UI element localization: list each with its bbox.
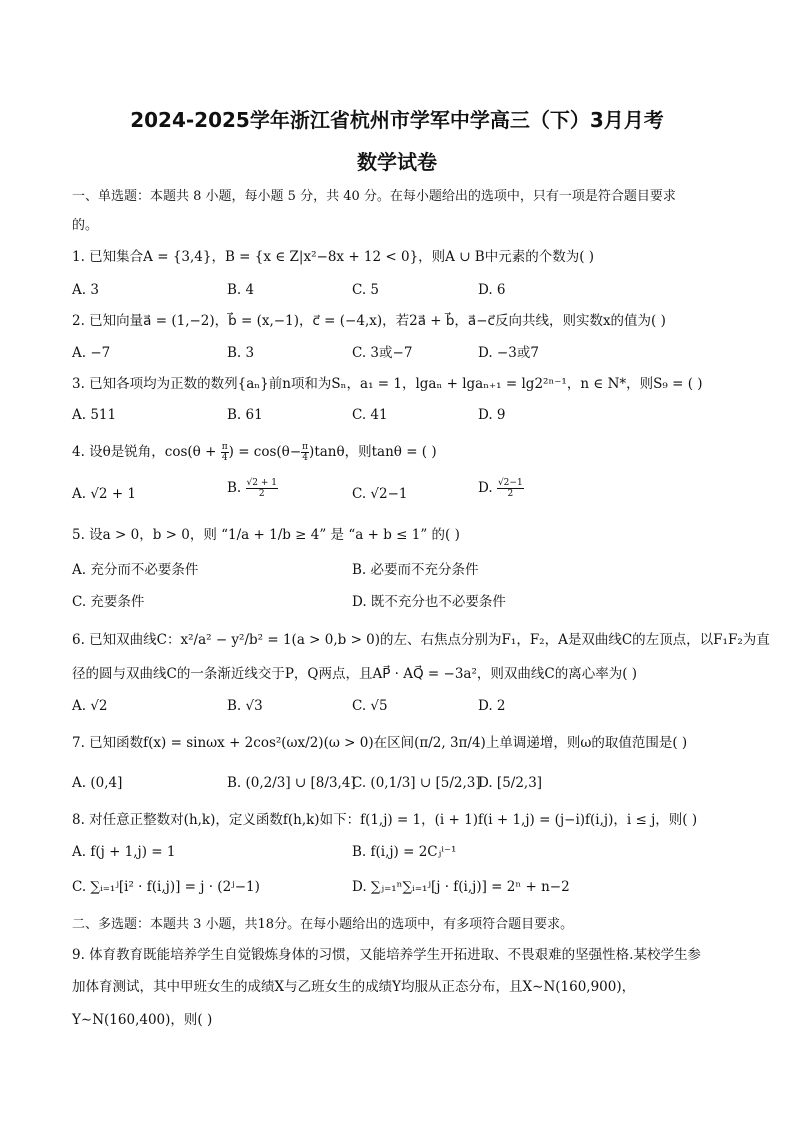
section-single-header: 一、单选题：本题共 8 小题，每小题 5 分，共 40 分。在每小题给出的选项中，只有一项是符合题目要求 <box>72 189 676 204</box>
question-6-option-b: B. √3 <box>227 698 263 714</box>
question-1-option-d: D. 6 <box>478 282 506 298</box>
question-7-option-c: C. (0,1/3] ∪ [5/2,3] <box>352 775 481 791</box>
question-5-option-c: C. 充要条件 <box>72 594 145 610</box>
question-5-option-a: A. 充分而不必要条件 <box>72 562 199 578</box>
question-5-option-d: D. 既不充分也不必要条件 <box>352 594 506 610</box>
question-4-stem <box>72 442 437 463</box>
question-6-option-c: C. √5 <box>352 698 388 714</box>
question-3-option-a: A. 511 <box>72 407 117 423</box>
question-8-option-d: D. ∑ⱼ₌₁ⁿ∑ᵢ₌₁ʲ[j · f(i,j)] = 2ⁿ + n−2 <box>352 879 570 895</box>
question-3-option-d: D. 9 <box>478 407 506 423</box>
fraction: $\frac{\pi}{4}$ <box>302 442 309 463</box>
question-6-stem-cont: 径的圆与双曲线C的一条渐近线交于P，Q两点，且AP⃗ · AQ⃗ = −3a²，则双曲线C的离心率为( ) <box>72 666 638 682</box>
question-4-stem-a: 4. 设θ是锐角，cos(θ + <box>72 444 221 460</box>
question-1-option-c: C. 5 <box>352 282 380 298</box>
question-1-option-b: B. 4 <box>227 282 255 298</box>
question-5-stem: 5. 设a > 0，b > 0，则 “1/a + 1/b ≥ 4” 是 “a + b ≤ 1” 的( ) <box>72 527 460 543</box>
question-6-option-a: A. √2 <box>72 698 108 714</box>
question-2-stem: 2. 已知向量a⃗ = (1,−2)，b⃗ = (x,−1)，c⃗ = (−4,x)，若2a⃗ + b⃗，a⃗−c⃗反向共线，则实数x的值为( ) <box>72 313 666 329</box>
question-8-option-a: A. f(j + 1,j) = 1 <box>72 844 176 860</box>
section-single-header-cont: 的。 <box>72 218 99 233</box>
question-7-option-d: D. [5/2,3] <box>478 775 543 791</box>
question-4-stem-b: ) = cos(θ− <box>228 444 302 460</box>
question-2-option-d: D. −3或7 <box>478 345 539 361</box>
question-9-stem-cont: 加体育测试，其中甲班女生的成绩X与乙班女生的成绩Y均服从正态分布，且X∼N(160,900)， <box>72 979 636 995</box>
question-3-option-c: C. 41 <box>352 407 388 423</box>
question-7-stem: 7. 已知函数f(x) = sinωx + 2cos²(ωx/2)(ω > 0)在区间(π/2, 3π/4)上单调递增，则ω的取值范围是( ) <box>72 735 688 751</box>
question-6-option-d: D. 2 <box>478 698 506 714</box>
question-4-option-c: C. √2−1 <box>352 486 408 502</box>
question-9-stem-cont2: Y∼N(160,400)，则( ) <box>72 1012 213 1028</box>
question-8-stem: 8. 对任意正整数对(h,k)，定义函数f(h,k)如下：f(1,j) = 1，(i + 1)f(i + 1,j) = (j−i)f(i,j)，i ≤ j，则( ) <box>72 812 698 828</box>
question-7-option-b: B. (0,2/3] ∪ [8/3,4] <box>227 775 356 791</box>
question-3-stem: 3. 已知各项均为正数的数列{aₙ}前n项和为Sₙ，a₁ = 1，lgaₙ + lgaₙ₊₁ = lg2²ⁿ⁻¹，n ∈ N*，则S₉ = ( ) <box>72 376 703 392</box>
question-5-option-b: B. 必要而不充分条件 <box>352 562 479 578</box>
question-9-stem: 9. 体育教育既能培养学生自觉锻炼身体的习惯，又能培养学生开拓进取、不畏艰难的坚强性格.某校学生参 <box>72 947 701 963</box>
question-8-option-c: C. ∑ᵢ₌₁ʲ[i² · f(i,j)] = j · (2ʲ−1) <box>72 879 260 895</box>
question-6-stem: 6. 已知双曲线C：x²/a² − y²/b² = 1(a > 0,b > 0)的左、右焦点分别为F₁，F₂，A是双曲线C的左顶点，以F₁F₂为直 <box>72 632 770 648</box>
question-2-option-c: C. 3或−7 <box>352 345 413 361</box>
question-4-option-a: A. √2 + 1 <box>72 486 137 502</box>
question-1-option-a: A. 3 <box>72 282 99 298</box>
question-1-stem: 1. 已知集合A = {3,4}，B = {x ∈ Z|x²−8x + 12 < 0}，则A ∪ B中元素的个数为( ) <box>72 249 595 265</box>
question-7-option-a: A. (0,4] <box>72 775 123 791</box>
exam-title: 2024-2025学年浙江省杭州市学军中学高三（下）3月月考 <box>130 108 664 132</box>
question-8-option-b: B. f(i,j) = 2Cⱼⁱ⁻¹ <box>352 844 457 860</box>
question-2-option-a: A. −7 <box>72 345 111 361</box>
question-2-option-b: B. 3 <box>227 345 255 361</box>
question-3-option-b: B. 61 <box>227 407 263 423</box>
question-4-option-b: B. $\frac{√2 + 1}{2}$ <box>227 478 277 499</box>
question-4-option-d: D. $\frac{√2-1}{2}$ <box>478 478 523 499</box>
exam-subtitle: 数学试卷 <box>357 150 437 174</box>
section-multi-header: 二、多选题：本题共 3 小题，共18分。在每小题给出的选项中，有多项符合题目要求。 <box>72 917 574 932</box>
question-4-stem-c: )tanθ，则tanθ = ( ) <box>309 444 437 460</box>
fraction: $\frac{\pi}{4}$ <box>221 442 228 463</box>
